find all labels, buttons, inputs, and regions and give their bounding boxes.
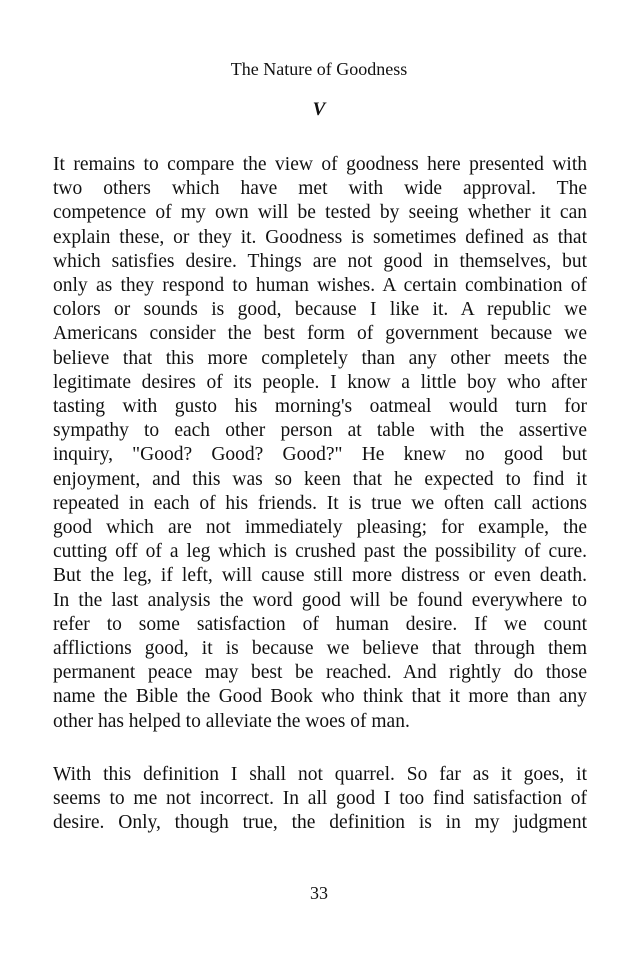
text-line: With this definition I shall not quarrel. So far as it goes, it — [53, 764, 587, 785]
text-line: name the Bible the Good Book who think that it more than any — [53, 686, 587, 708]
text-line: explain these, or they it. Goodness is sometimes defined as that — [53, 226, 587, 248]
section-numeral: V — [312, 99, 326, 120]
text-line: cutting off of a leg which is crushed past the possibility of cure. — [53, 541, 587, 563]
text-line: believe that this more completely than any other meets the — [53, 347, 587, 369]
text-line: tasting with gusto his morning's oatmeal would turn for — [53, 396, 587, 418]
text-line: But the leg, if left, will cause still more distress or even death. — [53, 565, 587, 587]
text-line: Americans consider the best form of government because we — [53, 323, 587, 345]
text-line: enjoyment, and this was so keen that he expected to find it — [53, 468, 587, 490]
text-line: In the last analysis the word good will be found everywhere to — [53, 589, 587, 611]
text-line: permanent peace may best be reached. And rightly do those — [53, 662, 587, 684]
text-line: colors or sounds is good, because I like it. A republic we — [53, 299, 587, 321]
text-line: two others which have met with wide approval. The — [53, 178, 587, 200]
text-line: It remains to compare the view of goodness here presented with — [53, 154, 587, 175]
text-line: sympathy to each other person at table with the assertive — [53, 420, 587, 442]
paragraph-1 — [53, 153, 587, 734]
text-line: seems to me not incorrect. In all good I too find satisfaction of — [53, 788, 587, 810]
running-title: The Nature of Goodness — [230, 59, 408, 79]
text-line: refer to some satisfaction of human desire. If we count — [53, 613, 587, 635]
text-line: other has helped to alleviate the woes of man. — [53, 710, 410, 732]
text-line: competence of my own will be tested by seeing whether it can — [53, 202, 587, 224]
text-line: afflictions good, it is because we believe that through them — [53, 638, 587, 660]
text-line: good which are not immediately pleasing; for example, the — [53, 517, 587, 539]
text-line: legitimate desires of its people. I know a little boy who after — [53, 371, 587, 393]
text-line: only as they respond to human wishes. A certain combination of — [53, 275, 587, 297]
text-line: desire. Only, though true, the definition is in my judgment — [53, 812, 587, 834]
text-line: which satisfies desire. Things are not good in themselves, but — [53, 250, 587, 272]
text-line: repeated in each of his friends. It is true we often call actions — [53, 492, 587, 514]
paragraph-2 — [53, 763, 587, 836]
page-number: 33 — [310, 883, 328, 903]
text-line: inquiry, "Good? Good? Good?" He knew no good but — [53, 444, 587, 466]
